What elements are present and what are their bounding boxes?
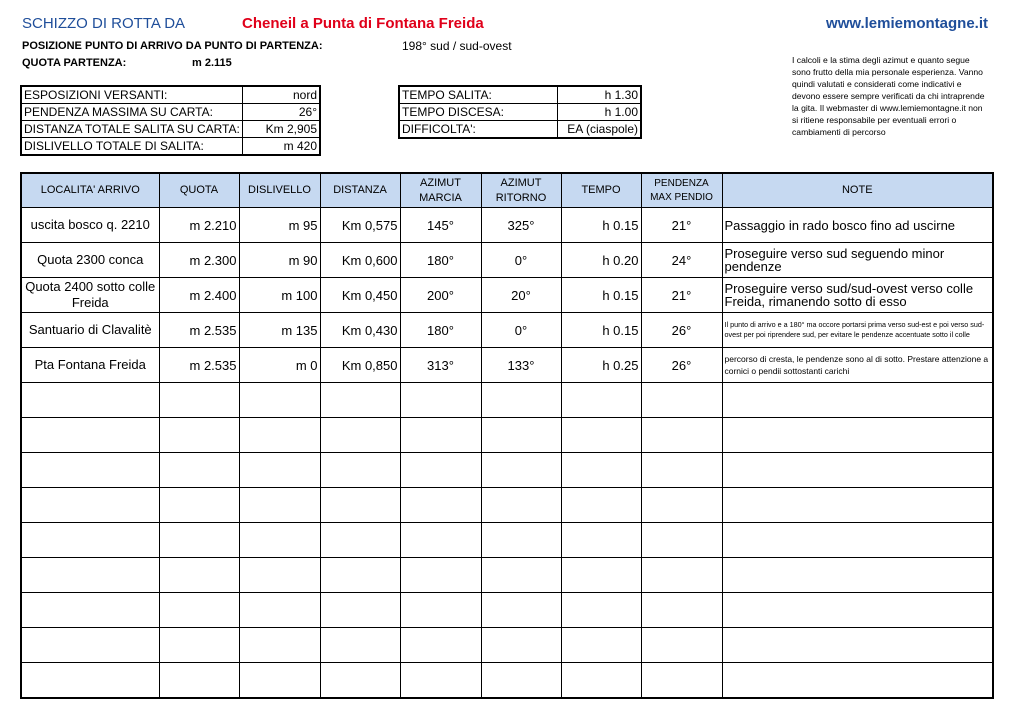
empty-cell — [239, 418, 320, 453]
header-line: RITORNO — [495, 191, 547, 204]
info-value: h 1.30 — [557, 86, 641, 104]
empty-cell — [159, 558, 239, 593]
header-localita: LOCALITA' ARRIVO — [21, 173, 159, 208]
empty-cell — [400, 488, 481, 523]
website-link[interactable]: www.lemiemontagne.it — [826, 15, 988, 32]
empty-cell — [641, 663, 722, 699]
sheet-title: SCHIZZO DI ROTTA DA — [22, 15, 186, 32]
empty-cell — [641, 523, 722, 558]
cell-azimut-ritorno: 0° — [481, 243, 561, 278]
info-label: TEMPO DISCESA: — [399, 104, 557, 121]
empty-cell — [320, 663, 400, 699]
empty-cell — [21, 663, 159, 699]
empty-cell — [239, 453, 320, 488]
cell-pendenza: 21° — [641, 208, 722, 243]
empty-cell — [481, 488, 561, 523]
arrival-position-label: POSIZIONE PUNTO DI ARRIVO DA PUNTO DI PARTENZA: — [22, 40, 323, 52]
info-value: h 1.00 — [557, 104, 641, 121]
table-row — [21, 243, 993, 278]
empty-cell — [239, 383, 320, 418]
info-label: PENDENZA MASSIMA SU CARTA: — [21, 104, 242, 121]
header-dislivello: DISLIVELLO — [239, 173, 320, 208]
empty-cell — [21, 523, 159, 558]
empty-cell — [641, 453, 722, 488]
empty-cell — [21, 418, 159, 453]
info-row — [21, 104, 320, 121]
empty-cell — [320, 558, 400, 593]
route-title: Cheneil a Punta di Fontana Freida — [242, 15, 484, 32]
empty-cell — [159, 593, 239, 628]
empty-cell — [400, 558, 481, 593]
cell-localita: uscita bosco q. 2210 — [21, 208, 159, 243]
cell-quota: m 2.400 — [159, 278, 239, 313]
table-row — [21, 348, 993, 383]
info-value: 26° — [242, 104, 320, 121]
header-line: AZIMUT — [500, 176, 542, 189]
cell-pendenza: 21° — [641, 278, 722, 313]
empty-cell — [561, 453, 641, 488]
cell-tempo: h 0.15 — [561, 313, 641, 348]
table-row-empty — [21, 523, 993, 558]
empty-cell — [239, 488, 320, 523]
empty-cell — [320, 628, 400, 663]
cell-azimut-marcia: 180° — [400, 243, 481, 278]
empty-cell — [641, 383, 722, 418]
info-label: DISLIVELLO TOTALE DI SALITA: — [21, 138, 242, 156]
empty-cell — [320, 453, 400, 488]
table-row — [21, 278, 993, 313]
info-row — [399, 104, 641, 121]
info-row — [21, 86, 320, 104]
empty-cell — [722, 383, 993, 418]
empty-cell — [481, 383, 561, 418]
empty-cell — [400, 523, 481, 558]
empty-cell — [159, 453, 239, 488]
header-quota: QUOTA — [159, 173, 239, 208]
empty-cell — [400, 453, 481, 488]
info-value: EA (ciaspole) — [557, 121, 641, 139]
empty-cell — [320, 593, 400, 628]
cell-localita: Quota 2400 sotto colle Freida — [21, 278, 159, 313]
cell-distanza: Km 0,575 — [320, 208, 400, 243]
table-row-empty — [21, 383, 993, 418]
empty-cell — [320, 383, 400, 418]
empty-cell — [722, 453, 993, 488]
empty-cell — [722, 663, 993, 699]
table-row-empty — [21, 593, 993, 628]
cell-distanza: Km 0,450 — [320, 278, 400, 313]
empty-cell — [21, 593, 159, 628]
empty-cell — [400, 663, 481, 699]
info-label: TEMPO SALITA: — [399, 86, 557, 104]
info-table-left — [20, 85, 321, 156]
info-table-right — [398, 85, 642, 139]
cell-dislivello: m 0 — [239, 348, 320, 383]
cell-tempo: h 0.20 — [561, 243, 641, 278]
cell-distanza: Km 0,600 — [320, 243, 400, 278]
cell-azimut-marcia: 180° — [400, 313, 481, 348]
disclaimer-text: I calcoli e la stima degli azimut e quanto segue sono frutto della mia personale esperienza. Vanno quindi valutati e considerati come indicativi e devono essere sempre verificati da chi intraprende la gita. Il webmaster di www.lemiemontagne.it non si ritiene responsabile per eventuali errori o cambiamenti di percorso — [792, 55, 985, 137]
empty-cell — [239, 558, 320, 593]
cell-dislivello: m 135 — [239, 313, 320, 348]
cell-quota: m 2.300 — [159, 243, 239, 278]
empty-cell — [641, 558, 722, 593]
empty-cell — [400, 593, 481, 628]
empty-cell — [21, 453, 159, 488]
empty-cell — [481, 453, 561, 488]
table-row — [21, 313, 993, 348]
header-pendenza — [641, 173, 722, 208]
table-row-empty — [21, 558, 993, 593]
cell-note: Passaggio in rado bosco fino ad uscirne — [722, 208, 993, 243]
info-row — [399, 121, 641, 139]
start-altitude-value: m 2.115 — [192, 57, 232, 69]
cell-azimut-marcia: 200° — [400, 278, 481, 313]
empty-cell — [159, 418, 239, 453]
table-row-empty — [21, 628, 993, 663]
empty-cell — [722, 523, 993, 558]
cell-azimut-ritorno: 0° — [481, 313, 561, 348]
cell-note: Proseguire verso sud seguendo minor pendenze — [722, 243, 993, 278]
empty-cell — [239, 628, 320, 663]
empty-cell — [561, 628, 641, 663]
table-row-empty — [21, 418, 993, 453]
header-line: MAX PENDIO — [650, 191, 713, 203]
empty-cell — [320, 488, 400, 523]
header-azimut-marcia — [400, 173, 481, 208]
cell-note: percorso di cresta, le pendenze sono al di sotto. Prestare attenzione a cornici o pendii sottostanti carichi — [722, 348, 993, 383]
empty-cell — [481, 418, 561, 453]
empty-cell — [159, 628, 239, 663]
cell-quota: m 2.535 — [159, 348, 239, 383]
header-azimut-ritorno — [481, 173, 561, 208]
arrival-position-value: 198° sud / sud-ovest — [402, 39, 512, 53]
cell-localita: Santuario di Clavalitè — [21, 313, 159, 348]
table-row-empty — [21, 453, 993, 488]
empty-cell — [641, 593, 722, 628]
cell-distanza: Km 0,850 — [320, 348, 400, 383]
header-line: PENDENZA — [654, 177, 709, 189]
cell-pendenza: 24° — [641, 243, 722, 278]
info-value: Km 2,905 — [242, 121, 320, 138]
cell-azimut-marcia: 145° — [400, 208, 481, 243]
info-value: m 420 — [242, 138, 320, 156]
cell-dislivello: m 95 — [239, 208, 320, 243]
info-label: DISTANZA TOTALE SALITA SU CARTA: — [21, 121, 242, 138]
empty-cell — [561, 663, 641, 699]
cell-azimut-marcia: 313° — [400, 348, 481, 383]
header-note: NOTE — [722, 173, 993, 208]
start-altitude-label: QUOTA PARTENZA: — [22, 57, 127, 69]
header-line: AZIMUT — [420, 176, 461, 189]
cell-note: Proseguire verso sud/sud-ovest verso colle Freida, rimanendo sotto di esso — [722, 278, 993, 313]
cell-tempo: h 0.15 — [561, 208, 641, 243]
cell-pendenza: 26° — [641, 348, 722, 383]
cell-distanza: Km 0,430 — [320, 313, 400, 348]
empty-cell — [320, 523, 400, 558]
empty-cell — [641, 628, 722, 663]
info-row — [399, 86, 641, 104]
info-value: nord — [242, 86, 320, 104]
cell-dislivello: m 90 — [239, 243, 320, 278]
empty-cell — [722, 593, 993, 628]
table-row-empty — [21, 663, 993, 699]
empty-cell — [561, 558, 641, 593]
empty-cell — [239, 663, 320, 699]
empty-cell — [561, 488, 641, 523]
header-distanza: DISTANZA — [320, 173, 400, 208]
cell-localita: Pta Fontana Freida — [21, 348, 159, 383]
empty-cell — [481, 663, 561, 699]
cell-azimut-ritorno: 133° — [481, 348, 561, 383]
empty-cell — [21, 628, 159, 663]
empty-cell — [561, 418, 641, 453]
cell-azimut-ritorno: 20° — [481, 278, 561, 313]
header-tempo: TEMPO — [561, 173, 641, 208]
empty-cell — [239, 593, 320, 628]
cell-dislivello: m 100 — [239, 278, 320, 313]
empty-cell — [400, 418, 481, 453]
empty-cell — [21, 488, 159, 523]
header-line: MARCIA — [419, 191, 462, 204]
cell-localita: Quota 2300 conca — [21, 243, 159, 278]
empty-cell — [561, 523, 641, 558]
cell-quota: m 2.210 — [159, 208, 239, 243]
cell-note: Il punto di arrivo e a 180° ma occore portarsi prima verso sud-est e poi verso sud-ovest per poi riprendere sud, per evitare le pendenze accentuate sotto il colle — [722, 313, 993, 348]
route-table — [20, 172, 994, 699]
empty-cell — [239, 523, 320, 558]
info-label: DIFFICOLTA': — [399, 121, 557, 139]
table-header-row — [21, 173, 993, 208]
empty-cell — [641, 418, 722, 453]
empty-cell — [159, 488, 239, 523]
cell-quota: m 2.535 — [159, 313, 239, 348]
empty-cell — [481, 628, 561, 663]
cell-tempo: h 0.25 — [561, 348, 641, 383]
info-row — [21, 121, 320, 138]
empty-cell — [641, 488, 722, 523]
table-row-empty — [21, 488, 993, 523]
empty-cell — [481, 593, 561, 628]
empty-cell — [481, 558, 561, 593]
cell-tempo: h 0.15 — [561, 278, 641, 313]
cell-pendenza: 26° — [641, 313, 722, 348]
empty-cell — [722, 558, 993, 593]
empty-cell — [21, 383, 159, 418]
empty-cell — [159, 523, 239, 558]
cell-azimut-ritorno: 325° — [481, 208, 561, 243]
empty-cell — [21, 558, 159, 593]
empty-cell — [722, 488, 993, 523]
info-label: ESPOSIZIONI VERSANTI: — [21, 86, 242, 104]
empty-cell — [722, 418, 993, 453]
empty-cell — [561, 593, 641, 628]
empty-cell — [400, 383, 481, 418]
empty-cell — [159, 663, 239, 699]
info-row — [21, 138, 320, 156]
empty-cell — [481, 523, 561, 558]
table-row — [21, 208, 993, 243]
empty-cell — [159, 383, 239, 418]
empty-cell — [561, 383, 641, 418]
empty-cell — [400, 628, 481, 663]
empty-cell — [320, 418, 400, 453]
empty-cell — [722, 628, 993, 663]
